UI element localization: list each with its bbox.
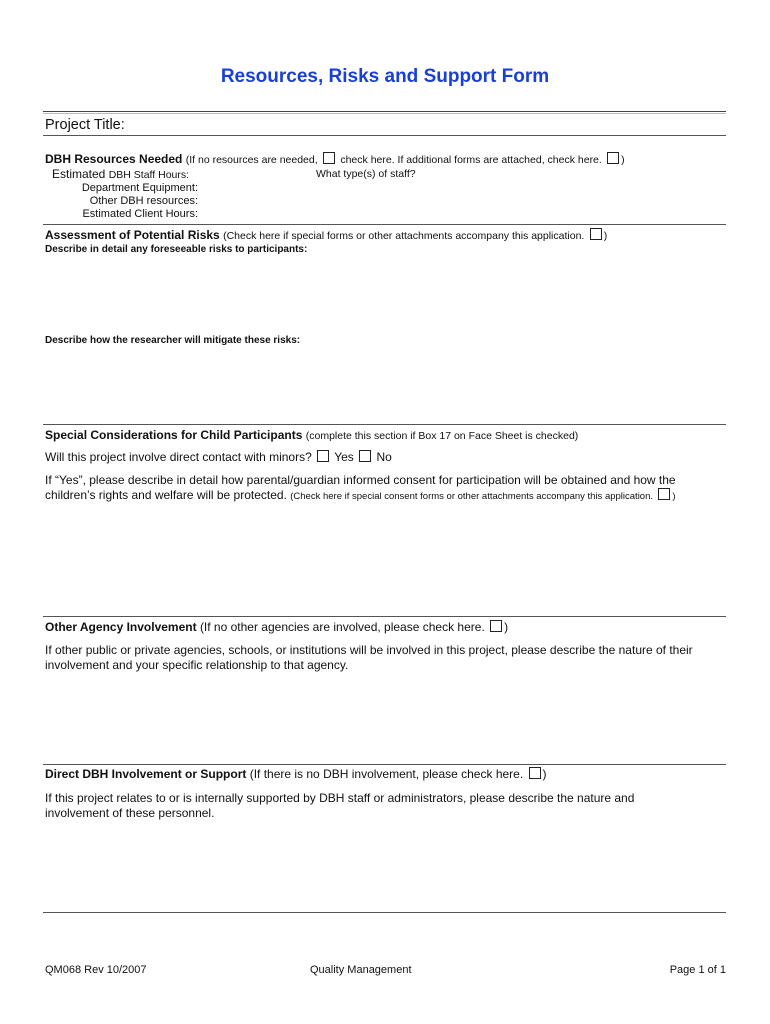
direct-note: (If there is no DBH involvement, please check here. xyxy=(249,767,524,781)
minors-question-row xyxy=(45,450,392,464)
risks-section xyxy=(45,228,607,242)
minors-yes-checkbox[interactable] xyxy=(317,450,329,462)
additional-forms-checkbox[interactable] xyxy=(607,152,619,164)
consent-note: (Check here if special consent forms or other attachments accompany this application. xyxy=(290,491,654,502)
risks-heading: Assessment of Potential Risks xyxy=(45,228,220,242)
consent-description-line1: If “Yes”, please describe in detail how parental/guardian informed consent for participation will be obtained and how the xyxy=(45,473,676,487)
form-code: QM068 Rev 10/2007 xyxy=(45,964,147,976)
divider xyxy=(43,912,726,913)
child-note: (complete this section if Box 17 on Face Sheet is checked) xyxy=(305,430,579,442)
page-number: Page 1 of 1 xyxy=(669,964,726,976)
risks-mitigate-label: Describe how the researcher will mitigate these risks: xyxy=(45,335,301,346)
consent-note-end: ) xyxy=(672,491,676,502)
no-resources-checkbox[interactable] xyxy=(323,152,335,164)
direct-note-end: ) xyxy=(542,767,547,781)
direct-section xyxy=(45,767,547,781)
client-hours-label: Estimated Client Hours: xyxy=(82,208,198,220)
dbh-resources-note-end: ) xyxy=(621,154,625,166)
agency-note-end: ) xyxy=(504,620,509,634)
divider xyxy=(43,764,726,765)
risks-describe-label: Describe in detail any foreseeable risks to participants: xyxy=(45,244,308,255)
minors-no-checkbox[interactable] xyxy=(359,450,371,462)
agency-section xyxy=(45,620,508,634)
staff-hours-label: DBH Staff Hours: xyxy=(108,169,190,181)
risks-note-end: ) xyxy=(603,230,608,242)
divider xyxy=(43,616,726,617)
risks-attachments-checkbox[interactable] xyxy=(590,228,602,240)
direct-description: If this project relates to or is internally supported by DBH staff or administrators, please describe the nature and involvement of these personnel. xyxy=(45,791,635,820)
agency-description: If other public or private agencies, schools, or institutions will be involved in this project, please describe the nature of their involvement and your specific relationship to that agency. xyxy=(45,643,693,672)
divider xyxy=(43,111,726,112)
child-heading: Special Considerations for Child Participants xyxy=(45,428,303,442)
minors-yes-label: Yes xyxy=(334,450,354,464)
child-section xyxy=(45,428,578,442)
consent-description-text: children’s rights and welfare will be protected. xyxy=(45,488,287,502)
risks-note: (Check here if special forms or other attachments accompany this application. xyxy=(223,230,585,242)
department-label: Quality Management xyxy=(310,964,412,976)
dbh-resources-heading: DBH Resources Needed xyxy=(45,152,183,166)
no-agency-checkbox[interactable] xyxy=(490,620,502,632)
other-resources-label: Other DBH resources: xyxy=(89,195,198,207)
no-dbh-involvement-checkbox[interactable] xyxy=(529,767,541,779)
divider xyxy=(43,224,726,225)
divider xyxy=(43,135,726,136)
minors-no-label: No xyxy=(376,450,392,464)
dbh-resources-note: (If no resources are needed, xyxy=(185,154,318,166)
direct-heading: Direct DBH Involvement or Support xyxy=(45,767,247,781)
minors-question: Will this project involve direct contact with minors? xyxy=(45,450,312,464)
staff-type-label: What type(s) of staff? xyxy=(316,168,416,180)
staff-hours-row xyxy=(52,167,189,181)
agency-note: (If no other agencies are involved, please check here. xyxy=(199,620,485,634)
dept-equipment-label: Department Equipment: xyxy=(81,182,198,194)
agency-heading: Other Agency Involvement xyxy=(45,620,197,634)
consent-attachments-checkbox[interactable] xyxy=(658,488,670,500)
estimated-label: Estimated xyxy=(52,167,106,181)
project-title-label: Project Title: xyxy=(45,117,125,133)
form-title: Resources, Risks and Support Form xyxy=(220,66,550,87)
consent-description-line2 xyxy=(45,488,676,502)
divider xyxy=(43,424,726,425)
dbh-resources-section xyxy=(45,152,625,166)
dbh-resources-note-2: check here. If additional forms are attached, check here. xyxy=(340,154,602,166)
